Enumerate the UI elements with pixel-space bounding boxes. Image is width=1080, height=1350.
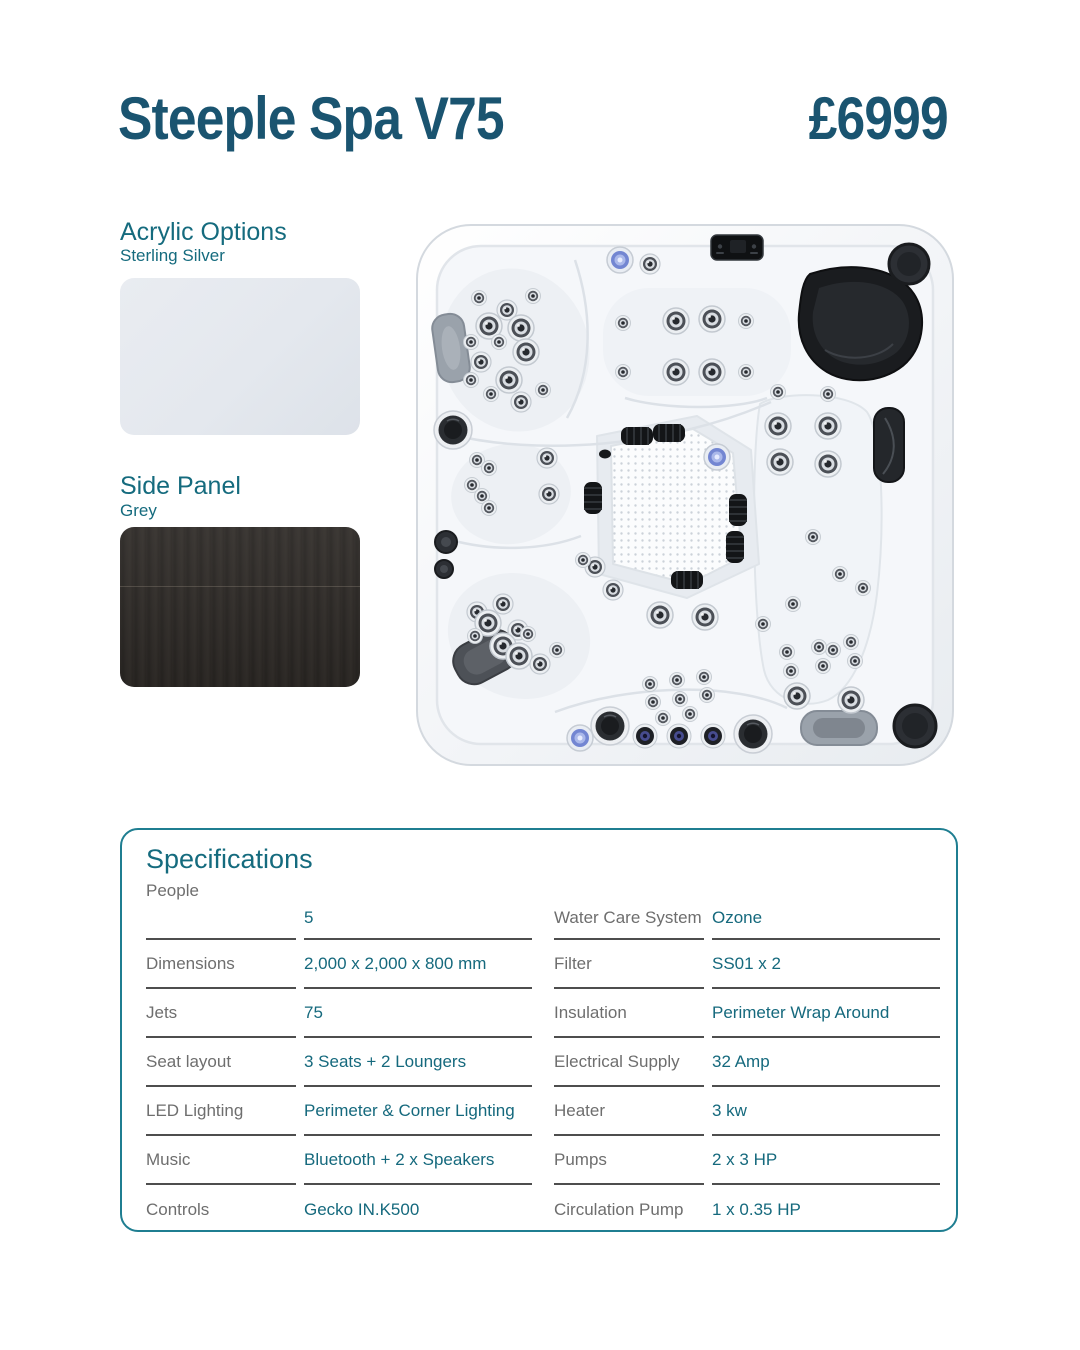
spec-column-left xyxy=(146,879,532,1234)
speaker-left xyxy=(434,411,472,449)
spec-column-right xyxy=(554,879,940,1234)
speaker-bottom-right xyxy=(734,715,772,753)
spec-row-seat-layout xyxy=(146,1038,532,1087)
spec-row-music xyxy=(146,1136,532,1185)
spec-value: Ozone xyxy=(712,908,763,927)
spec-value: Perimeter & Corner Lighting xyxy=(304,1100,515,1120)
specifications-heading: Specifications xyxy=(146,844,313,874)
spec-label: Filter xyxy=(554,953,592,973)
spec-row-circulation-pump xyxy=(554,1185,940,1234)
side-panel-heading: Side Panel xyxy=(120,472,241,500)
spec-value: Bluetooth + 2 x Speakers xyxy=(304,1149,495,1169)
spec-value: Perimeter Wrap Around xyxy=(712,1002,890,1022)
spec-label: Water Care System xyxy=(554,908,702,927)
spec-value: 75 xyxy=(304,1002,323,1022)
spec-label: LED Lighting xyxy=(146,1100,244,1120)
spec-label: Controls xyxy=(146,1199,210,1219)
spec-row-filter xyxy=(554,940,940,989)
spec-value: 1 x 0.35 HP xyxy=(712,1199,801,1219)
spec-value: 3 kw xyxy=(712,1100,747,1120)
spec-row-electrical-supply xyxy=(554,1038,940,1087)
spec-value: Gecko IN.K500 xyxy=(304,1199,420,1219)
grab-handle-right xyxy=(874,408,904,482)
acrylic-swatch-sterling-silver xyxy=(120,278,360,435)
spec-row-led-lighting xyxy=(146,1087,532,1136)
spec-label: People xyxy=(146,881,199,900)
spec-row-heater xyxy=(554,1087,940,1136)
spec-value: 5 xyxy=(304,908,314,927)
acrylic-option-label: Sterling Silver xyxy=(120,246,225,265)
speaker-bottom-left xyxy=(591,707,629,745)
spec-label: Insulation xyxy=(554,1002,627,1022)
spec-row-pumps xyxy=(554,1136,940,1185)
spec-label: Seat layout xyxy=(146,1051,232,1071)
pillow-bottom-right xyxy=(801,711,877,745)
spec-label: Pumps xyxy=(554,1149,607,1169)
price xyxy=(786,84,948,153)
side-panel-option-label: Grey xyxy=(120,501,157,520)
spec-label: Jets xyxy=(146,1002,178,1022)
spec-label: Dimensions xyxy=(146,953,235,973)
spec-row-people xyxy=(146,879,532,940)
spec-row-controls xyxy=(146,1185,532,1234)
specifications-panel xyxy=(120,828,958,1232)
spec-row-dimensions xyxy=(146,940,532,989)
hot-tub-top-view xyxy=(415,222,955,768)
spec-label: Music xyxy=(146,1149,191,1169)
spec-value: 2,000 x 2,000 x 800 mm xyxy=(304,953,487,973)
price-text: £6999 xyxy=(808,85,948,152)
spec-label: Heater xyxy=(554,1100,606,1120)
spec-row-water-care xyxy=(554,879,940,940)
spec-row-insulation xyxy=(554,989,940,1038)
control-panel xyxy=(711,235,763,260)
spec-label: Circulation Pump xyxy=(554,1199,684,1219)
page-title-text: Steeple Spa V75 xyxy=(118,85,504,152)
acrylic-options-heading: Acrylic Options xyxy=(120,218,287,246)
specifications-grid xyxy=(146,879,940,1234)
spec-value: 2 x 3 HP xyxy=(712,1149,778,1169)
spec-value: SS01 x 2 xyxy=(712,953,781,973)
spec-value: 3 Seats + 2 Loungers xyxy=(304,1051,467,1071)
spec-row-jets xyxy=(146,989,532,1038)
side-panel-swatch-grey xyxy=(120,527,360,687)
spec-label: Electrical Supply xyxy=(554,1051,680,1071)
page-title xyxy=(118,84,567,153)
spec-value: 32 Amp xyxy=(712,1051,770,1071)
hot-tub-image xyxy=(415,222,955,768)
